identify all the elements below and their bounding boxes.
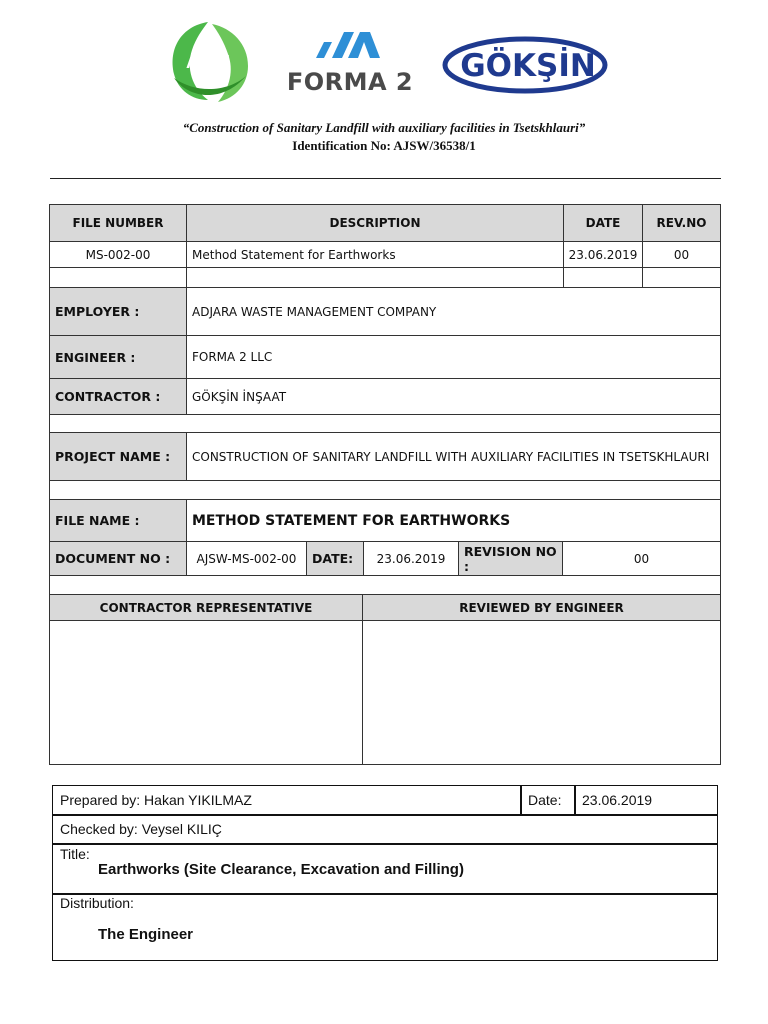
reviewed-by-engineer-header: REVIEWED BY ENGINEER [362, 594, 721, 621]
employer-label: EMPLOYER : [49, 287, 187, 336]
spacer-row [49, 480, 721, 500]
contractor-representative-header: CONTRACTOR REPRESENTATIVE [49, 594, 363, 621]
rev-no-header: REV.NO [642, 204, 721, 242]
title-block [52, 843, 718, 895]
engineer-label: ENGINEER : [49, 335, 187, 379]
document-no-label: DOCUMENT NO : [49, 541, 187, 576]
distribution-label: Distribution: [60, 895, 134, 911]
signoff-date-label: Date: [520, 785, 576, 816]
cover-form [49, 204, 721, 765]
logo-bar [0, 0, 768, 110]
doc-date-label: DATE: [306, 541, 364, 576]
svg-text:GÖKŞİN: GÖKŞİN [460, 48, 596, 84]
header-divider [50, 178, 721, 179]
spacer-row [49, 414, 721, 433]
signoff-table [52, 785, 718, 961]
date-cell: 23.06.2019 [563, 241, 643, 268]
awm-logo [162, 18, 254, 104]
checked-by: Checked by: Veysel KILIÇ [52, 814, 718, 845]
contractor-value: GÖKŞİN İNŞAAT [186, 378, 721, 415]
description-cell: Method Statement for Earthworks [186, 241, 564, 268]
contractor-signature-box [49, 620, 363, 765]
file-name-label: FILE NAME : [49, 499, 187, 542]
doc-date-value: 23.06.2019 [363, 541, 459, 576]
empty-register-cell [186, 267, 564, 288]
title-value: Earthworks (Site Clearance, Excavation and Filling) [98, 861, 464, 878]
forma2-wordmark: FORMA 2 [286, 68, 414, 96]
file-number-cell: MS-002-00 [49, 241, 187, 268]
engineer-value: FORMA 2 LLC [186, 335, 721, 379]
revision-no-label: REVISION NO : [458, 541, 563, 576]
project-title-line: “Construction of Sanitary Landfill with auxiliary facilities in Tsetskhlauri” [182, 120, 586, 135]
svg-text:AWM: AWM [186, 52, 230, 72]
rev-no-cell: 00 [642, 241, 721, 268]
empty-register-cell [49, 267, 187, 288]
distribution-value: The Engineer [98, 926, 194, 943]
date-header: DATE [563, 204, 643, 242]
file-number-header: FILE NUMBER [49, 204, 187, 242]
contractor-label: CONTRACTOR : [49, 378, 187, 415]
description-header: DESCRIPTION [186, 204, 564, 242]
title-label: Title: [60, 846, 90, 862]
revision-no-value: 00 [562, 541, 721, 576]
distribution-block [52, 893, 718, 961]
spacer-row [49, 575, 721, 595]
prepared-by: Prepared by: Hakan YIKILMAZ [52, 785, 522, 816]
project-heading [0, 119, 768, 155]
file-name-value: METHOD STATEMENT FOR EARTHWORKS [186, 499, 721, 542]
goksin-logo [442, 36, 608, 94]
project-name-label: PROJECT NAME : [49, 432, 187, 481]
engineer-signature-box [362, 620, 721, 765]
project-name-value: CONSTRUCTION OF SANITARY LANDFILL WITH AUXILIARY FACILITIES IN TSETSKHLAURI [186, 432, 721, 481]
forma2-logo [286, 28, 414, 100]
empty-register-cell [563, 267, 643, 288]
signoff-date-value: 23.06.2019 [574, 785, 718, 816]
identification-number: Identification No: AJSW/36538/1 [292, 138, 476, 153]
document-no-value: AJSW-MS-002-00 [186, 541, 307, 576]
empty-register-cell [642, 267, 721, 288]
employer-value: ADJARA WASTE MANAGEMENT COMPANY [186, 287, 721, 336]
